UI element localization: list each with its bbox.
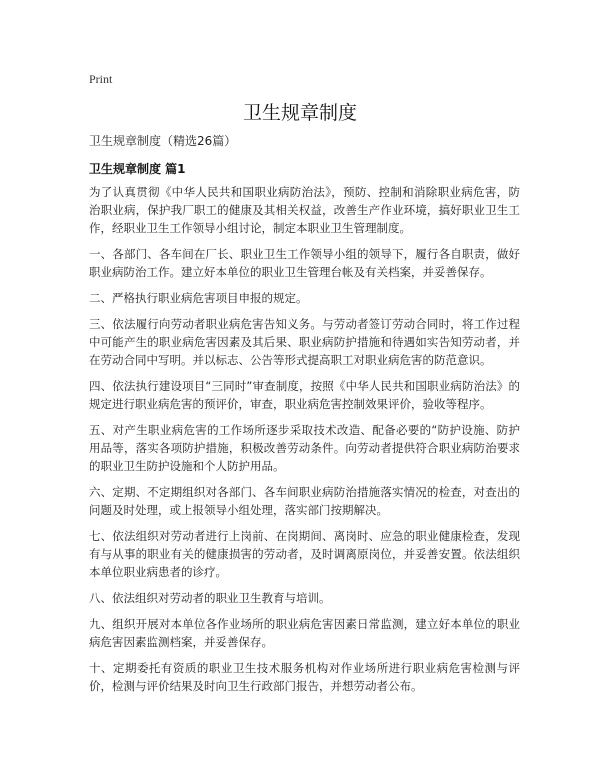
page-title: 卫生规章制度 <box>242 102 357 124</box>
paragraph-item-9: 九、组织开展对本单位各作业场所的职业病危害因素日常监测，建立好本单位的职业病危害因素监测档案，并妥善保存。 <box>89 617 520 649</box>
paragraph-item-10: 十、定期委托有资质的职业卫生技术服务机构对作业场所进行职业病危害检测与评价，检测与评价结果及时向卫生行政部门报告，并想劳动者公布。 <box>89 661 520 693</box>
paragraph-item-8: 八、依法组织对劳动者的职业卫生教育与培训。 <box>89 591 331 605</box>
paragraph-item-6: 六、定期、不定期组织对各部门、各车间职业病防治措施落实情况的检查，对查出的问题及时处理，或上报领导小组处理，落实部门按期解决。 <box>89 485 520 517</box>
paragraph-item-4: 四、依法执行建设项目“三同时”审查制度，按照《中华人民共和国职业病防治法》的规定进行职业病危害的预评价，审查，职业病危害控制效果评价，验收等程序。 <box>89 379 520 411</box>
paragraph-intro: 为了认真贯彻《中华人民共和国职业病防治法》，预防、控制和消除职业病危害，防治职业病，保护我厂职工的健康及其相关权益，改善生产作业环境，搞好职业卫生工作，经职业卫生工作领导小组讨论，制定本职业卫生管理制度。 <box>89 185 520 235</box>
print-link[interactable]: Print <box>89 72 113 86</box>
document-body <box>89 183 520 703</box>
document-subtitle: 卫生规章制度（精选26篇） <box>89 134 237 148</box>
paragraph-item-1: 一、各部门、各车间在厂长、职业卫生工作领导小组的领导下，履行各自职责，做好职业病防治工作。建立好本单位的职业卫生管理台帐及有关档案，并妥善保存。 <box>89 247 520 279</box>
paragraph-item-7: 七、依法组织对劳动者进行上岗前、在岗期间、离岗时、应急的职业健康检查，发现有与从事的职业有关的健康损害的劳动者，及时调离原岗位，并妥善安置。依法组织本单位职业病患者的诊疗。 <box>89 529 520 579</box>
paragraph-item-3: 三、依法履行向劳动者职业病危害告知义务。与劳动者签订劳动合同时，将工作过程中可能产生的职业病危害因素及其后果、职业病防护措施和待遇如实告知劳动者，并在劳动合同中写明。并以标志、公告等形式提高职工对职业病危害的防范意识。 <box>89 317 520 367</box>
paragraph-item-5: 五、对产生职业病危害的工作场所逐步采取技术改造、配备必要的“防护设施、防护用品等，落实各项防护措施，积极改善劳动条件。向劳动者提供符合职业病防治要求的职业卫生防护设施和个人防护用品。 <box>89 423 520 473</box>
paragraph-item-2: 二、严格执行职业病危害项目申报的规定。 <box>89 291 308 305</box>
section-heading: 卫生规章制度 篇1 <box>89 162 186 176</box>
